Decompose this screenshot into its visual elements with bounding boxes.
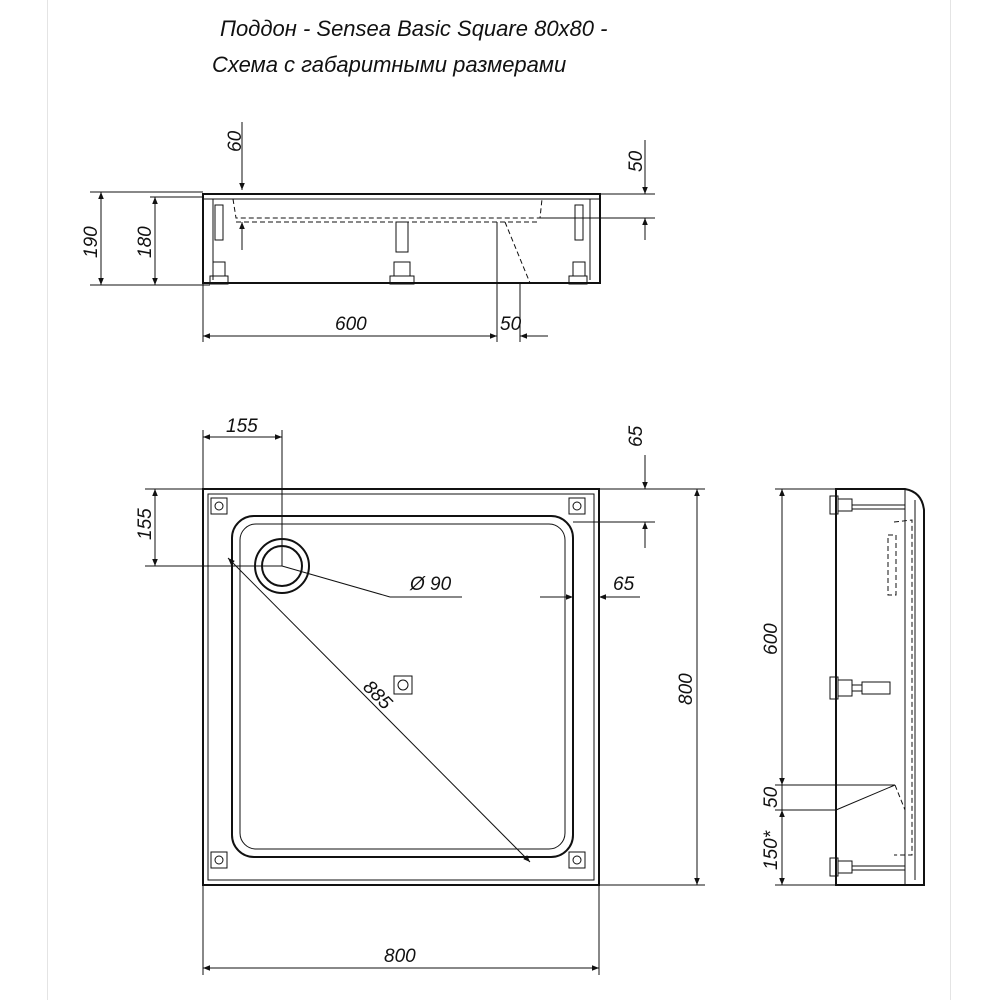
end-view-outline bbox=[836, 489, 924, 885]
plan-leg-bottom-right bbox=[569, 852, 585, 868]
side-dim-50-bottom: 50 bbox=[500, 314, 522, 335]
end-dim-50: 50 bbox=[761, 786, 782, 808]
plan-dim-800-right: 800 bbox=[676, 673, 697, 705]
plan-leg-top-left bbox=[211, 498, 227, 514]
side-dim-50-top: 50 bbox=[626, 150, 647, 172]
side-leg-center bbox=[390, 222, 414, 284]
side-leg-right bbox=[569, 205, 587, 284]
end-leg-center bbox=[830, 677, 890, 699]
plan-leg-center bbox=[394, 676, 412, 694]
plan-dim-65-right: 65 bbox=[613, 574, 635, 595]
plan-dim-drain: Ø 90 bbox=[410, 574, 452, 595]
plan-view bbox=[135, 416, 705, 975]
plan-basin bbox=[232, 516, 573, 857]
plan-leg-bottom-left bbox=[211, 852, 227, 868]
side-dim-600: 600 bbox=[335, 314, 367, 335]
end-leg-bottom bbox=[830, 858, 905, 876]
plan-dim-65-top: 65 bbox=[626, 425, 647, 447]
plan-dim-885: 885 bbox=[358, 676, 396, 714]
end-view bbox=[761, 489, 924, 885]
side-dim-180: 180 bbox=[135, 226, 156, 258]
side-view bbox=[81, 122, 655, 342]
title-line-1: Поддон - Sensea Basic Square 80x80 - bbox=[220, 16, 608, 41]
end-leg-top bbox=[830, 496, 905, 514]
plan-dim-155-left: 155 bbox=[135, 508, 156, 540]
plan-dim-800-bottom: 800 bbox=[384, 946, 416, 967]
end-dim-600: 600 bbox=[761, 623, 782, 655]
plan-leg-top-right bbox=[569, 498, 585, 514]
side-dim-60: 60 bbox=[225, 130, 246, 152]
side-dim-190: 190 bbox=[81, 226, 102, 258]
end-dim-150: 150* bbox=[761, 830, 782, 870]
side-view-outline bbox=[203, 194, 600, 283]
plan-dim-155-top: 155 bbox=[226, 416, 258, 437]
title-line-2: Схема с габаритными размерами bbox=[212, 52, 567, 77]
